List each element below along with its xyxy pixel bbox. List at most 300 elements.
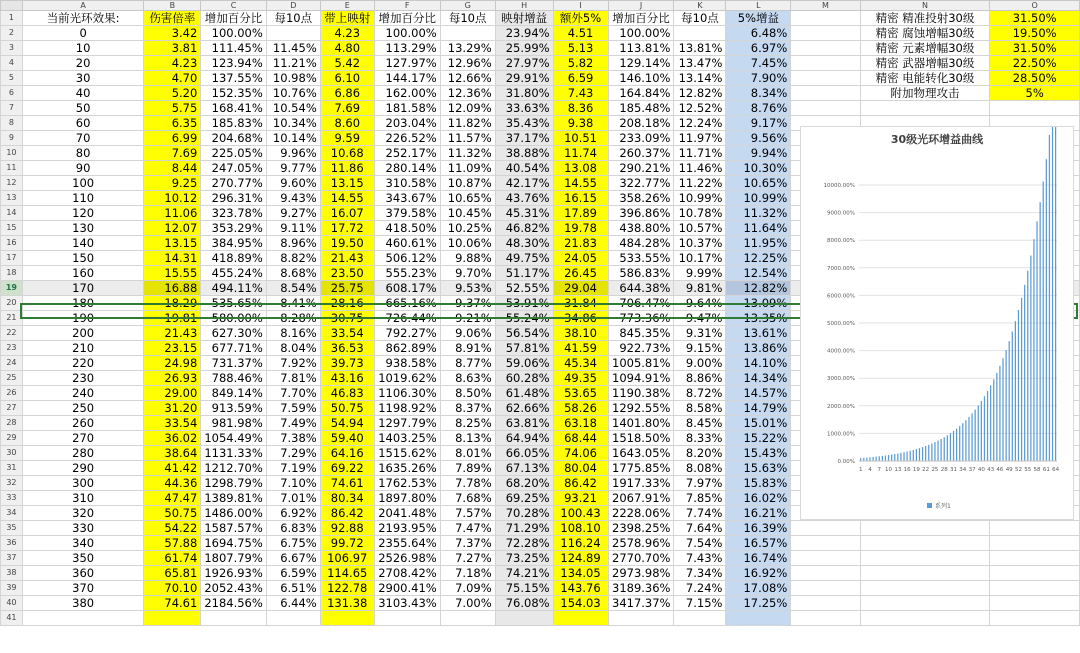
cell[interactable]: 5.75 bbox=[144, 101, 201, 116]
cell[interactable] bbox=[674, 26, 726, 41]
cell[interactable]: 9.56% bbox=[726, 131, 791, 146]
cell[interactable]: 23.15 bbox=[144, 341, 201, 356]
cell[interactable]: 7.18% bbox=[440, 566, 495, 581]
cell[interactable]: 8.34% bbox=[726, 86, 791, 101]
cell[interactable] bbox=[990, 536, 1080, 551]
cell[interactable]: 233.09% bbox=[608, 131, 674, 146]
row-header[interactable]: 39 bbox=[1, 581, 23, 596]
cell[interactable]: 10.65% bbox=[726, 176, 791, 191]
cell[interactable]: 19.50 bbox=[320, 236, 374, 251]
cell[interactable]: 5.42 bbox=[320, 56, 374, 71]
cell[interactable]: 6.59 bbox=[553, 71, 608, 86]
cell[interactable]: 30.75 bbox=[320, 311, 374, 326]
cell[interactable]: 12.24% bbox=[674, 116, 726, 131]
cell[interactable]: 938.58% bbox=[374, 356, 440, 371]
cell[interactable]: 270.77% bbox=[201, 176, 266, 191]
cell[interactable]: 10.12 bbox=[144, 191, 201, 206]
cell[interactable]: 290 bbox=[22, 461, 144, 476]
cell[interactable] bbox=[990, 581, 1080, 596]
cell[interactable]: 140 bbox=[22, 236, 144, 251]
cell[interactable]: 1917.33% bbox=[608, 476, 674, 491]
cell[interactable]: 981.98% bbox=[201, 416, 266, 431]
cell[interactable]: 1131.33% bbox=[201, 446, 266, 461]
cell[interactable]: 4.23 bbox=[320, 26, 374, 41]
cell[interactable]: 208.18% bbox=[608, 116, 674, 131]
cell[interactable]: 25.75 bbox=[320, 281, 374, 296]
cell[interactable]: 27.97% bbox=[495, 56, 553, 71]
cell[interactable]: 455.24% bbox=[201, 266, 266, 281]
row-header[interactable]: 14 bbox=[1, 206, 23, 221]
cell[interactable]: 144.17% bbox=[374, 71, 440, 86]
cell[interactable] bbox=[791, 86, 860, 101]
cell[interactable]: 137.55% bbox=[201, 71, 266, 86]
cell[interactable]: 320 bbox=[22, 506, 144, 521]
cell[interactable]: 10.17% bbox=[674, 251, 726, 266]
cell[interactable]: 7.47% bbox=[440, 521, 495, 536]
cell[interactable]: 116.24 bbox=[553, 536, 608, 551]
cell[interactable]: 22.50% bbox=[990, 56, 1080, 71]
cell[interactable]: 11.82% bbox=[440, 116, 495, 131]
cell[interactable]: 9.81% bbox=[674, 281, 726, 296]
cell[interactable]: 14.57% bbox=[726, 386, 791, 401]
cell[interactable]: 6.44% bbox=[266, 596, 320, 611]
cell[interactable]: 62.66% bbox=[495, 401, 553, 416]
cell[interactable]: 5.13 bbox=[553, 41, 608, 56]
cell[interactable]: 1094.91% bbox=[608, 371, 674, 386]
cell[interactable]: 31.84 bbox=[553, 296, 608, 311]
cell[interactable]: 9.11% bbox=[266, 221, 320, 236]
cell[interactable]: 134.05 bbox=[553, 566, 608, 581]
cell[interactable]: 10.14% bbox=[266, 131, 320, 146]
column-header-a[interactable]: A bbox=[22, 1, 144, 11]
cell[interactable]: 10.30% bbox=[726, 161, 791, 176]
cell[interactable]: 72.28% bbox=[495, 536, 553, 551]
cell[interactable]: 7.97% bbox=[674, 476, 726, 491]
cell[interactable]: 4.51 bbox=[553, 26, 608, 41]
cell[interactable]: 15.22% bbox=[726, 431, 791, 446]
cell[interactable]: 108.10 bbox=[553, 521, 608, 536]
cell[interactable]: 7.70% bbox=[266, 386, 320, 401]
cell[interactable]: 23.50 bbox=[320, 266, 374, 281]
cell[interactable]: 1297.79% bbox=[374, 416, 440, 431]
cell[interactable]: 150 bbox=[22, 251, 144, 266]
cell[interactable]: 6.86 bbox=[320, 86, 374, 101]
cell[interactable]: 9.17% bbox=[726, 116, 791, 131]
cell[interactable]: 580.00% bbox=[201, 311, 266, 326]
row-header[interactable]: 18 bbox=[1, 266, 23, 281]
cell[interactable]: 11.46% bbox=[674, 161, 726, 176]
cell[interactable]: 731.37% bbox=[201, 356, 266, 371]
cell[interactable]: 8.44 bbox=[144, 161, 201, 176]
cell[interactable]: 25.99% bbox=[495, 41, 553, 56]
cell[interactable]: 210 bbox=[22, 341, 144, 356]
cell[interactable]: 9.70% bbox=[440, 266, 495, 281]
cell[interactable]: 13.29% bbox=[440, 41, 495, 56]
row-header[interactable]: 35 bbox=[1, 521, 23, 536]
cell[interactable]: 带上映射 bbox=[320, 11, 374, 26]
cell[interactable]: 6.51% bbox=[266, 581, 320, 596]
cell[interactable]: 28.16 bbox=[320, 296, 374, 311]
cell[interactable]: 350 bbox=[22, 551, 144, 566]
cell[interactable]: 10.45% bbox=[440, 206, 495, 221]
cell[interactable]: 26.93 bbox=[144, 371, 201, 386]
cell[interactable]: 11.64% bbox=[726, 221, 791, 236]
row-header[interactable]: 22 bbox=[1, 326, 23, 341]
cell[interactable]: 11.71% bbox=[674, 146, 726, 161]
cell[interactable] bbox=[791, 101, 860, 116]
cell[interactable]: 42.17% bbox=[495, 176, 553, 191]
select-all-corner[interactable] bbox=[1, 1, 23, 11]
cell[interactable]: 418.50% bbox=[374, 221, 440, 236]
cell[interactable]: 11.32% bbox=[726, 206, 791, 221]
cell[interactable]: 16.15 bbox=[553, 191, 608, 206]
cell[interactable]: 17.08% bbox=[726, 581, 791, 596]
cell[interactable]: 9.77% bbox=[266, 161, 320, 176]
cell[interactable]: 8.33% bbox=[674, 431, 726, 446]
row-header[interactable]: 10 bbox=[1, 146, 23, 161]
row-header[interactable]: 8 bbox=[1, 116, 23, 131]
cell[interactable]: 14.79% bbox=[726, 401, 791, 416]
cell[interactable] bbox=[791, 11, 860, 26]
cell[interactable]: 220 bbox=[22, 356, 144, 371]
cell[interactable]: 12.07 bbox=[144, 221, 201, 236]
cell[interactable]: 665.16% bbox=[374, 296, 440, 311]
column-header-n[interactable]: N bbox=[860, 1, 990, 11]
row-header[interactable]: 29 bbox=[1, 431, 23, 446]
cell[interactable]: 8.91% bbox=[440, 341, 495, 356]
cell[interactable]: 10.25% bbox=[440, 221, 495, 236]
cell[interactable]: 143.76 bbox=[553, 581, 608, 596]
cell[interactable]: 8.60 bbox=[320, 116, 374, 131]
cell[interactable]: 10.54% bbox=[266, 101, 320, 116]
cell[interactable]: 9.37% bbox=[440, 296, 495, 311]
cell[interactable]: 7.34% bbox=[674, 566, 726, 581]
cell[interactable]: 240 bbox=[22, 386, 144, 401]
cell[interactable]: 379.58% bbox=[374, 206, 440, 221]
cell[interactable]: 7.85% bbox=[674, 491, 726, 506]
cell[interactable]: 增加百分比 bbox=[374, 11, 440, 26]
cell[interactable]: 7.69 bbox=[320, 101, 374, 116]
cell[interactable]: 1106.30% bbox=[374, 386, 440, 401]
cell[interactable]: 1762.53% bbox=[374, 476, 440, 491]
cell[interactable]: 8.37% bbox=[440, 401, 495, 416]
cell[interactable]: 13.81% bbox=[674, 41, 726, 56]
cell[interactable]: 38.10 bbox=[553, 326, 608, 341]
cell[interactable]: 57.81% bbox=[495, 341, 553, 356]
cell[interactable]: 535.65% bbox=[201, 296, 266, 311]
cell[interactable]: 322.77% bbox=[608, 176, 674, 191]
row-header[interactable]: 3 bbox=[1, 41, 23, 56]
cell[interactable]: 13.47% bbox=[674, 56, 726, 71]
cell[interactable]: 204.68% bbox=[201, 131, 266, 146]
cell[interactable]: 10.51 bbox=[553, 131, 608, 146]
cell[interactable]: 28.50% bbox=[990, 71, 1080, 86]
cell[interactable]: 33.63% bbox=[495, 101, 553, 116]
cell[interactable]: 7.90% bbox=[726, 71, 791, 86]
row-header[interactable]: 1 bbox=[1, 11, 23, 26]
cell[interactable]: 170 bbox=[22, 281, 144, 296]
row-header[interactable]: 19 bbox=[1, 281, 23, 296]
cell[interactable]: 5.82 bbox=[553, 56, 608, 71]
cell[interactable]: 2041.48% bbox=[374, 506, 440, 521]
cell[interactable]: 38.88% bbox=[495, 146, 553, 161]
cell[interactable]: 86.42 bbox=[553, 476, 608, 491]
column-header-e[interactable]: E bbox=[320, 1, 374, 11]
cell[interactable]: 29.00 bbox=[144, 386, 201, 401]
cell[interactable]: 111.45% bbox=[201, 41, 266, 56]
cell[interactable]: 43.76% bbox=[495, 191, 553, 206]
cell[interactable]: 8.36 bbox=[553, 101, 608, 116]
cell[interactable] bbox=[440, 611, 495, 626]
cell[interactable]: 7.49% bbox=[266, 416, 320, 431]
cell[interactable]: 154.03 bbox=[553, 596, 608, 611]
row-header[interactable]: 28 bbox=[1, 416, 23, 431]
cell[interactable]: 53.91% bbox=[495, 296, 553, 311]
row-header[interactable]: 12 bbox=[1, 176, 23, 191]
cell[interactable]: 8.13% bbox=[440, 431, 495, 446]
cell[interactable]: 9.43% bbox=[266, 191, 320, 206]
cell[interactable]: 69.22 bbox=[320, 461, 374, 476]
cell[interactable] bbox=[791, 26, 860, 41]
cell[interactable]: 6.97% bbox=[726, 41, 791, 56]
column-header-d[interactable]: D bbox=[266, 1, 320, 11]
row-header[interactable]: 11 bbox=[1, 161, 23, 176]
cell[interactable]: 2708.42% bbox=[374, 566, 440, 581]
cell[interactable]: 73.25% bbox=[495, 551, 553, 566]
cell[interactable]: 13.14% bbox=[674, 71, 726, 86]
cell[interactable]: 225.05% bbox=[201, 146, 266, 161]
cell[interactable]: 300 bbox=[22, 476, 144, 491]
cell[interactable]: 19.78 bbox=[553, 221, 608, 236]
cell[interactable]: 13.86% bbox=[726, 341, 791, 356]
cell[interactable]: 15.63% bbox=[726, 461, 791, 476]
cell[interactable]: 1292.55% bbox=[608, 401, 674, 416]
cell[interactable]: 6.92% bbox=[266, 506, 320, 521]
cell[interactable]: 31.20 bbox=[144, 401, 201, 416]
cell[interactable]: 40 bbox=[22, 86, 144, 101]
cell[interactable]: 190 bbox=[22, 311, 144, 326]
cell[interactable]: 260 bbox=[22, 416, 144, 431]
cell[interactable]: 296.31% bbox=[201, 191, 266, 206]
cell[interactable]: 15.01% bbox=[726, 416, 791, 431]
cell[interactable] bbox=[608, 611, 674, 626]
cell[interactable]: 10.65% bbox=[440, 191, 495, 206]
cell[interactable]: 31.50% bbox=[990, 41, 1080, 56]
cell[interactable]: 484.28% bbox=[608, 236, 674, 251]
cell[interactable]: 精密 电能转化30级 bbox=[860, 71, 990, 86]
cell[interactable]: 10.99% bbox=[674, 191, 726, 206]
cell[interactable]: 伤害倍率 bbox=[144, 11, 201, 26]
cell[interactable]: 2398.25% bbox=[608, 521, 674, 536]
cell[interactable]: 2900.41% bbox=[374, 581, 440, 596]
cell[interactable]: 162.00% bbox=[374, 86, 440, 101]
cell[interactable]: 11.86 bbox=[320, 161, 374, 176]
row-header[interactable]: 34 bbox=[1, 506, 23, 521]
cell[interactable]: 9.88% bbox=[440, 251, 495, 266]
cell[interactable] bbox=[374, 611, 440, 626]
cell[interactable]: 15.83% bbox=[726, 476, 791, 491]
cell[interactable] bbox=[791, 521, 860, 536]
cell[interactable]: 21.43 bbox=[144, 326, 201, 341]
cell[interactable]: 11.97% bbox=[674, 131, 726, 146]
cell[interactable]: 7.29% bbox=[266, 446, 320, 461]
cell[interactable]: 370 bbox=[22, 581, 144, 596]
cell[interactable]: 37.17% bbox=[495, 131, 553, 146]
cell[interactable]: 15.43% bbox=[726, 446, 791, 461]
cell[interactable]: 14.55 bbox=[320, 191, 374, 206]
cell[interactable]: 8.72% bbox=[674, 386, 726, 401]
cell[interactable]: 8.08% bbox=[674, 461, 726, 476]
cell[interactable] bbox=[791, 596, 860, 611]
cell[interactable]: 24.98 bbox=[144, 356, 201, 371]
cell[interactable]: 9.59 bbox=[320, 131, 374, 146]
cell[interactable]: 1190.38% bbox=[608, 386, 674, 401]
cell[interactable] bbox=[791, 611, 860, 626]
cell[interactable]: 7.10% bbox=[266, 476, 320, 491]
cell[interactable]: 每10点 bbox=[674, 11, 726, 26]
row-header[interactable]: 23 bbox=[1, 341, 23, 356]
row-header[interactable]: 38 bbox=[1, 566, 23, 581]
cell[interactable]: 644.38% bbox=[608, 281, 674, 296]
cell[interactable]: 353.29% bbox=[201, 221, 266, 236]
cell[interactable]: 3.42 bbox=[144, 26, 201, 41]
cell[interactable]: 788.46% bbox=[201, 371, 266, 386]
cell[interactable]: 6.59% bbox=[266, 566, 320, 581]
cell[interactable]: 43.16 bbox=[320, 371, 374, 386]
cell[interactable]: 69.25% bbox=[495, 491, 553, 506]
cell[interactable]: 60.28% bbox=[495, 371, 553, 386]
cell[interactable]: 10.76% bbox=[266, 86, 320, 101]
cell[interactable]: 146.10% bbox=[608, 71, 674, 86]
cell[interactable] bbox=[791, 581, 860, 596]
cell[interactable]: 10 bbox=[22, 41, 144, 56]
cell[interactable]: 15.55 bbox=[144, 266, 201, 281]
cell[interactable] bbox=[144, 611, 201, 626]
cell[interactable]: 7.15% bbox=[674, 596, 726, 611]
cell[interactable]: 精密 腐蚀增幅30级 bbox=[860, 26, 990, 41]
cell[interactable]: 61.74 bbox=[144, 551, 201, 566]
cell[interactable]: 11.45% bbox=[266, 41, 320, 56]
row-header[interactable]: 5 bbox=[1, 71, 23, 86]
cell[interactable]: 9.96% bbox=[266, 146, 320, 161]
cell[interactable]: 6.10 bbox=[320, 71, 374, 86]
cell[interactable]: 额外5% bbox=[553, 11, 608, 26]
cell[interactable]: 29.04 bbox=[553, 281, 608, 296]
cell[interactable]: 8.63% bbox=[440, 371, 495, 386]
column-header-c[interactable]: C bbox=[201, 1, 266, 11]
row-header[interactable]: 26 bbox=[1, 386, 23, 401]
cell[interactable]: 70.10 bbox=[144, 581, 201, 596]
cell[interactable]: 90 bbox=[22, 161, 144, 176]
cell[interactable]: 93.21 bbox=[553, 491, 608, 506]
cell[interactable]: 51.17% bbox=[495, 266, 553, 281]
cell[interactable] bbox=[791, 536, 860, 551]
cell[interactable] bbox=[791, 71, 860, 86]
cell[interactable]: 152.35% bbox=[201, 86, 266, 101]
cell[interactable]: 13.61% bbox=[726, 326, 791, 341]
cell[interactable]: 80 bbox=[22, 146, 144, 161]
cell[interactable]: 11.09% bbox=[440, 161, 495, 176]
cell[interactable]: 56.54% bbox=[495, 326, 553, 341]
column-header-l[interactable]: L bbox=[726, 1, 791, 11]
cell[interactable]: 14.55 bbox=[553, 176, 608, 191]
cell[interactable]: 26.45 bbox=[553, 266, 608, 281]
cell[interactable] bbox=[320, 611, 374, 626]
row-header[interactable]: 15 bbox=[1, 221, 23, 236]
cell[interactable]: 260.37% bbox=[608, 146, 674, 161]
cell[interactable]: 13.15 bbox=[144, 236, 201, 251]
cell[interactable]: 64.16 bbox=[320, 446, 374, 461]
row-header[interactable]: 33 bbox=[1, 491, 23, 506]
cell[interactable]: 180 bbox=[22, 296, 144, 311]
cell[interactable]: 113.29% bbox=[374, 41, 440, 56]
cell[interactable]: 46.83 bbox=[320, 386, 374, 401]
cell[interactable]: 280.14% bbox=[374, 161, 440, 176]
cell[interactable]: 460.61% bbox=[374, 236, 440, 251]
cell[interactable]: 8.68% bbox=[266, 266, 320, 281]
cell[interactable]: 100 bbox=[22, 176, 144, 191]
cell[interactable]: 3189.36% bbox=[608, 581, 674, 596]
cell[interactable]: 9.47% bbox=[674, 311, 726, 326]
cell[interactable]: 533.55% bbox=[608, 251, 674, 266]
cell[interactable]: 1212.70% bbox=[201, 461, 266, 476]
cell[interactable]: 343.67% bbox=[374, 191, 440, 206]
cell[interactable]: 252.17% bbox=[374, 146, 440, 161]
cell[interactable]: 16.92% bbox=[726, 566, 791, 581]
cell[interactable]: 7.27% bbox=[440, 551, 495, 566]
cell[interactable]: 66.05% bbox=[495, 446, 553, 461]
cell[interactable]: 17.72 bbox=[320, 221, 374, 236]
cell[interactable]: 3417.37% bbox=[608, 596, 674, 611]
cell[interactable]: 2578.96% bbox=[608, 536, 674, 551]
row-header[interactable]: 41 bbox=[1, 611, 23, 626]
cell[interactable]: 100.43 bbox=[553, 506, 608, 521]
row-header[interactable]: 6 bbox=[1, 86, 23, 101]
column-header-f[interactable]: F bbox=[374, 1, 440, 11]
cell[interactable]: 340 bbox=[22, 536, 144, 551]
cell[interactable]: 8.86% bbox=[674, 371, 726, 386]
cell[interactable] bbox=[990, 521, 1080, 536]
cell[interactable]: 13.35% bbox=[726, 311, 791, 326]
cell[interactable]: 8.82% bbox=[266, 251, 320, 266]
cell[interactable]: 8.58% bbox=[674, 401, 726, 416]
cell[interactable]: 627.30% bbox=[201, 326, 266, 341]
row-header[interactable]: 37 bbox=[1, 551, 23, 566]
cell[interactable] bbox=[266, 26, 320, 41]
cell[interactable]: 12.09% bbox=[440, 101, 495, 116]
row-header[interactable]: 20 bbox=[1, 296, 23, 311]
cell[interactable]: 19.50% bbox=[990, 26, 1080, 41]
cell[interactable]: 11.21% bbox=[266, 56, 320, 71]
cell[interactable]: 18.29 bbox=[144, 296, 201, 311]
cell[interactable]: 10.06% bbox=[440, 236, 495, 251]
cell[interactable]: 7.81% bbox=[266, 371, 320, 386]
cell[interactable]: 247.05% bbox=[201, 161, 266, 176]
column-header-g[interactable]: G bbox=[440, 1, 495, 11]
cell[interactable]: 230 bbox=[22, 371, 144, 386]
cell[interactable]: 14.34% bbox=[726, 371, 791, 386]
cell[interactable]: 131.38 bbox=[320, 596, 374, 611]
cell[interactable]: 36.02 bbox=[144, 431, 201, 446]
cell[interactable]: 6.67% bbox=[266, 551, 320, 566]
cell[interactable]: 110 bbox=[22, 191, 144, 206]
cell[interactable]: 358.26% bbox=[608, 191, 674, 206]
row-header[interactable]: 13 bbox=[1, 191, 23, 206]
cell[interactable]: 1515.62% bbox=[374, 446, 440, 461]
cell[interactable]: 849.14% bbox=[201, 386, 266, 401]
cell[interactable]: 1298.79% bbox=[201, 476, 266, 491]
cell[interactable]: 7.74% bbox=[674, 506, 726, 521]
